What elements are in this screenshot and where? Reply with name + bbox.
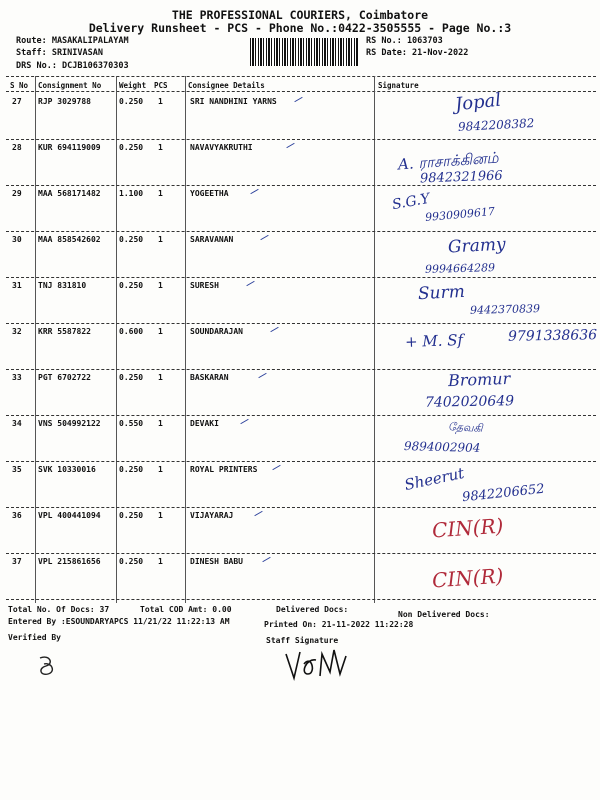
entered-by: Entered By :ESOUNDARYAPCS 11/21/22 11:22:13 AM bbox=[8, 617, 230, 626]
row-separator bbox=[6, 231, 596, 232]
consignee-signature: CIN(R) bbox=[431, 563, 505, 593]
drs-number: DRS No.: DCJB106370303 bbox=[16, 61, 129, 71]
col-divider bbox=[374, 76, 375, 603]
rs-date: RS Date: 21-Nov-2022 bbox=[366, 48, 469, 58]
row-consignment-no: MAA 858542602 bbox=[38, 235, 101, 244]
col-weight: Weight bbox=[119, 81, 147, 90]
company-title: THE PROFESSIONAL COURIERS, Coimbatore bbox=[171, 8, 429, 22]
total-docs: Total No. Of Docs: 37 bbox=[8, 605, 110, 614]
rs-number: RS No.: 1063703 bbox=[366, 36, 443, 46]
consignee-signature: A. ராசாக்கினம் bbox=[397, 148, 500, 174]
consignee-signature: S.G.Y bbox=[390, 190, 432, 214]
row-weight: 1.100 bbox=[119, 189, 144, 198]
row-pcs: 1 bbox=[158, 281, 163, 290]
row-separator bbox=[6, 599, 596, 600]
row-pcs: 1 bbox=[158, 465, 163, 474]
row-weight: 0.250 bbox=[119, 97, 144, 106]
row-pcs: 1 bbox=[158, 143, 163, 152]
row-sno: 29 bbox=[12, 189, 22, 198]
row-consignment-no: RJP 3029788 bbox=[38, 97, 91, 106]
row-sno: 33 bbox=[12, 373, 22, 382]
row-consignee: DEVAKI bbox=[190, 419, 219, 428]
consignee-phone: 9442370839 bbox=[469, 302, 541, 317]
tick-mark bbox=[254, 511, 262, 516]
row-pcs: 1 bbox=[158, 97, 163, 106]
consignee-signature: Surm bbox=[417, 281, 466, 305]
row-consignee: BASKARAN bbox=[190, 373, 229, 382]
row-pcs: 1 bbox=[158, 557, 163, 566]
consignee-signature: தேவகி bbox=[447, 420, 483, 435]
row-consignee: NAVAVYAKRUTHI bbox=[190, 143, 253, 152]
consignee-phone: 7402020649 bbox=[424, 393, 515, 411]
row-consignee: SARAVANAN bbox=[190, 235, 234, 244]
tick-mark bbox=[258, 373, 266, 378]
row-consignee: VIJAYARAJ bbox=[190, 511, 234, 520]
consignee-phone: 9842208382 bbox=[457, 116, 535, 134]
consignee-phone: 9842321966 bbox=[419, 168, 503, 187]
row-consignment-no: SVK 10330016 bbox=[38, 465, 96, 474]
delivered-docs: Delivered Docs: bbox=[276, 605, 349, 614]
col-divider bbox=[35, 76, 36, 603]
row-pcs: 1 bbox=[158, 327, 163, 336]
header-bottom-rule bbox=[6, 91, 596, 92]
tick-mark bbox=[260, 235, 268, 240]
row-sno: 37 bbox=[12, 557, 22, 566]
row-consignment-no: VPL 215861656 bbox=[38, 557, 101, 566]
consignee-signature: Bromur bbox=[447, 368, 511, 391]
consignee-signature: Sheerut bbox=[402, 463, 466, 495]
row-sno: 30 bbox=[12, 235, 22, 244]
row-consignment-no: PGT 6702722 bbox=[38, 373, 91, 382]
row-consignee: SURESH bbox=[190, 281, 219, 290]
tick-mark bbox=[246, 281, 254, 286]
row-weight: 0.250 bbox=[119, 143, 144, 152]
non-delivered-docs: Non Delivered Docs: bbox=[398, 610, 490, 619]
total-cod: Total COD Amt: 0.00 bbox=[140, 605, 232, 614]
tick-mark bbox=[262, 557, 270, 562]
row-separator bbox=[6, 507, 596, 508]
row-consignee: ROYAL PRINTERS bbox=[190, 465, 258, 474]
row-separator bbox=[6, 185, 596, 186]
row-pcs: 1 bbox=[158, 189, 163, 198]
row-weight: 0.250 bbox=[119, 235, 144, 244]
row-separator bbox=[6, 277, 596, 278]
row-consignment-no: VNS 504992122 bbox=[38, 419, 101, 428]
row-consignee: SOUNDARAJAN bbox=[190, 327, 243, 336]
consignee-phone: 9994664289 bbox=[424, 261, 496, 276]
consignee-phone: 9842206652 bbox=[461, 481, 546, 506]
row-weight: 0.250 bbox=[119, 373, 144, 382]
route-label: Route: MASAKALIPALAYAM bbox=[16, 36, 129, 46]
col-pcs: PCS bbox=[154, 81, 168, 90]
row-consignment-no: KRR 5587822 bbox=[38, 327, 91, 336]
row-weight: 0.550 bbox=[119, 419, 144, 428]
tick-mark bbox=[250, 189, 258, 194]
staff-signature-scribble bbox=[282, 644, 352, 684]
row-weight: 0.250 bbox=[119, 511, 144, 520]
tick-mark bbox=[294, 97, 302, 102]
row-weight: 0.250 bbox=[119, 281, 144, 290]
col-divider bbox=[116, 76, 117, 603]
row-weight: 0.250 bbox=[119, 557, 144, 566]
row-sno: 36 bbox=[12, 511, 22, 520]
consignee-phone: 9791338636 bbox=[507, 327, 598, 345]
consignee-signature: CIN(R) bbox=[431, 513, 505, 543]
row-sno: 27 bbox=[12, 97, 22, 106]
barcode bbox=[250, 38, 358, 66]
row-consignment-no: KUR 694119009 bbox=[38, 143, 101, 152]
col-divider bbox=[185, 76, 186, 603]
consignee-signature: + M. Sf bbox=[404, 330, 464, 352]
col-sno: S No bbox=[10, 81, 29, 90]
row-sno: 35 bbox=[12, 465, 22, 474]
row-consignment-no: TNJ 831810 bbox=[38, 281, 87, 290]
row-sno: 28 bbox=[12, 143, 22, 152]
col-consignee: Consignee Details bbox=[188, 81, 265, 90]
row-weight: 0.250 bbox=[119, 465, 144, 474]
row-pcs: 1 bbox=[158, 373, 163, 382]
consignee-phone: 9894002904 bbox=[403, 439, 481, 455]
row-sno: 31 bbox=[12, 281, 22, 290]
printed-on: Printed On: 21-11-2022 11:22:28 bbox=[264, 620, 414, 629]
runsheet-subtitle: Delivery Runsheet - PCS - Phone No.:0422-3505555 - Page No.:3 bbox=[88, 21, 512, 35]
row-separator bbox=[6, 415, 596, 416]
tick-mark bbox=[272, 465, 280, 470]
col-signature: Signature bbox=[378, 81, 419, 90]
row-sno: 32 bbox=[12, 327, 22, 336]
row-separator bbox=[6, 139, 596, 140]
row-pcs: 1 bbox=[158, 235, 163, 244]
consignee-phone: 9930909617 bbox=[424, 204, 496, 225]
row-pcs: 1 bbox=[158, 511, 163, 520]
row-separator bbox=[6, 323, 596, 324]
row-separator bbox=[6, 461, 596, 462]
consignee-signature: Jopal bbox=[454, 89, 503, 116]
verified-signature-scribble bbox=[34, 652, 64, 680]
staff-label: Staff: SRINIVASAN bbox=[16, 48, 103, 58]
staff-signature-label: Staff Signature bbox=[266, 636, 339, 645]
tick-mark bbox=[270, 327, 278, 332]
row-consignment-no: MAA 568171482 bbox=[38, 189, 101, 198]
row-sno: 34 bbox=[12, 419, 22, 428]
tick-mark bbox=[240, 419, 248, 424]
verified-by: Verified By bbox=[8, 633, 61, 642]
consignee-signature: Gramy bbox=[447, 234, 507, 258]
header-top-rule bbox=[6, 76, 596, 77]
row-consignee: SRI NANDHINI YARNS bbox=[190, 97, 277, 106]
row-consignment-no: VPL 400441094 bbox=[38, 511, 101, 520]
row-consignee: DINESH BABU bbox=[190, 557, 243, 566]
row-consignee: YOGEETHA bbox=[190, 189, 229, 198]
row-weight: 0.600 bbox=[119, 327, 144, 336]
tick-mark bbox=[286, 143, 294, 148]
row-pcs: 1 bbox=[158, 419, 163, 428]
col-consignment: Consignment No bbox=[38, 81, 102, 90]
row-separator bbox=[6, 553, 596, 554]
